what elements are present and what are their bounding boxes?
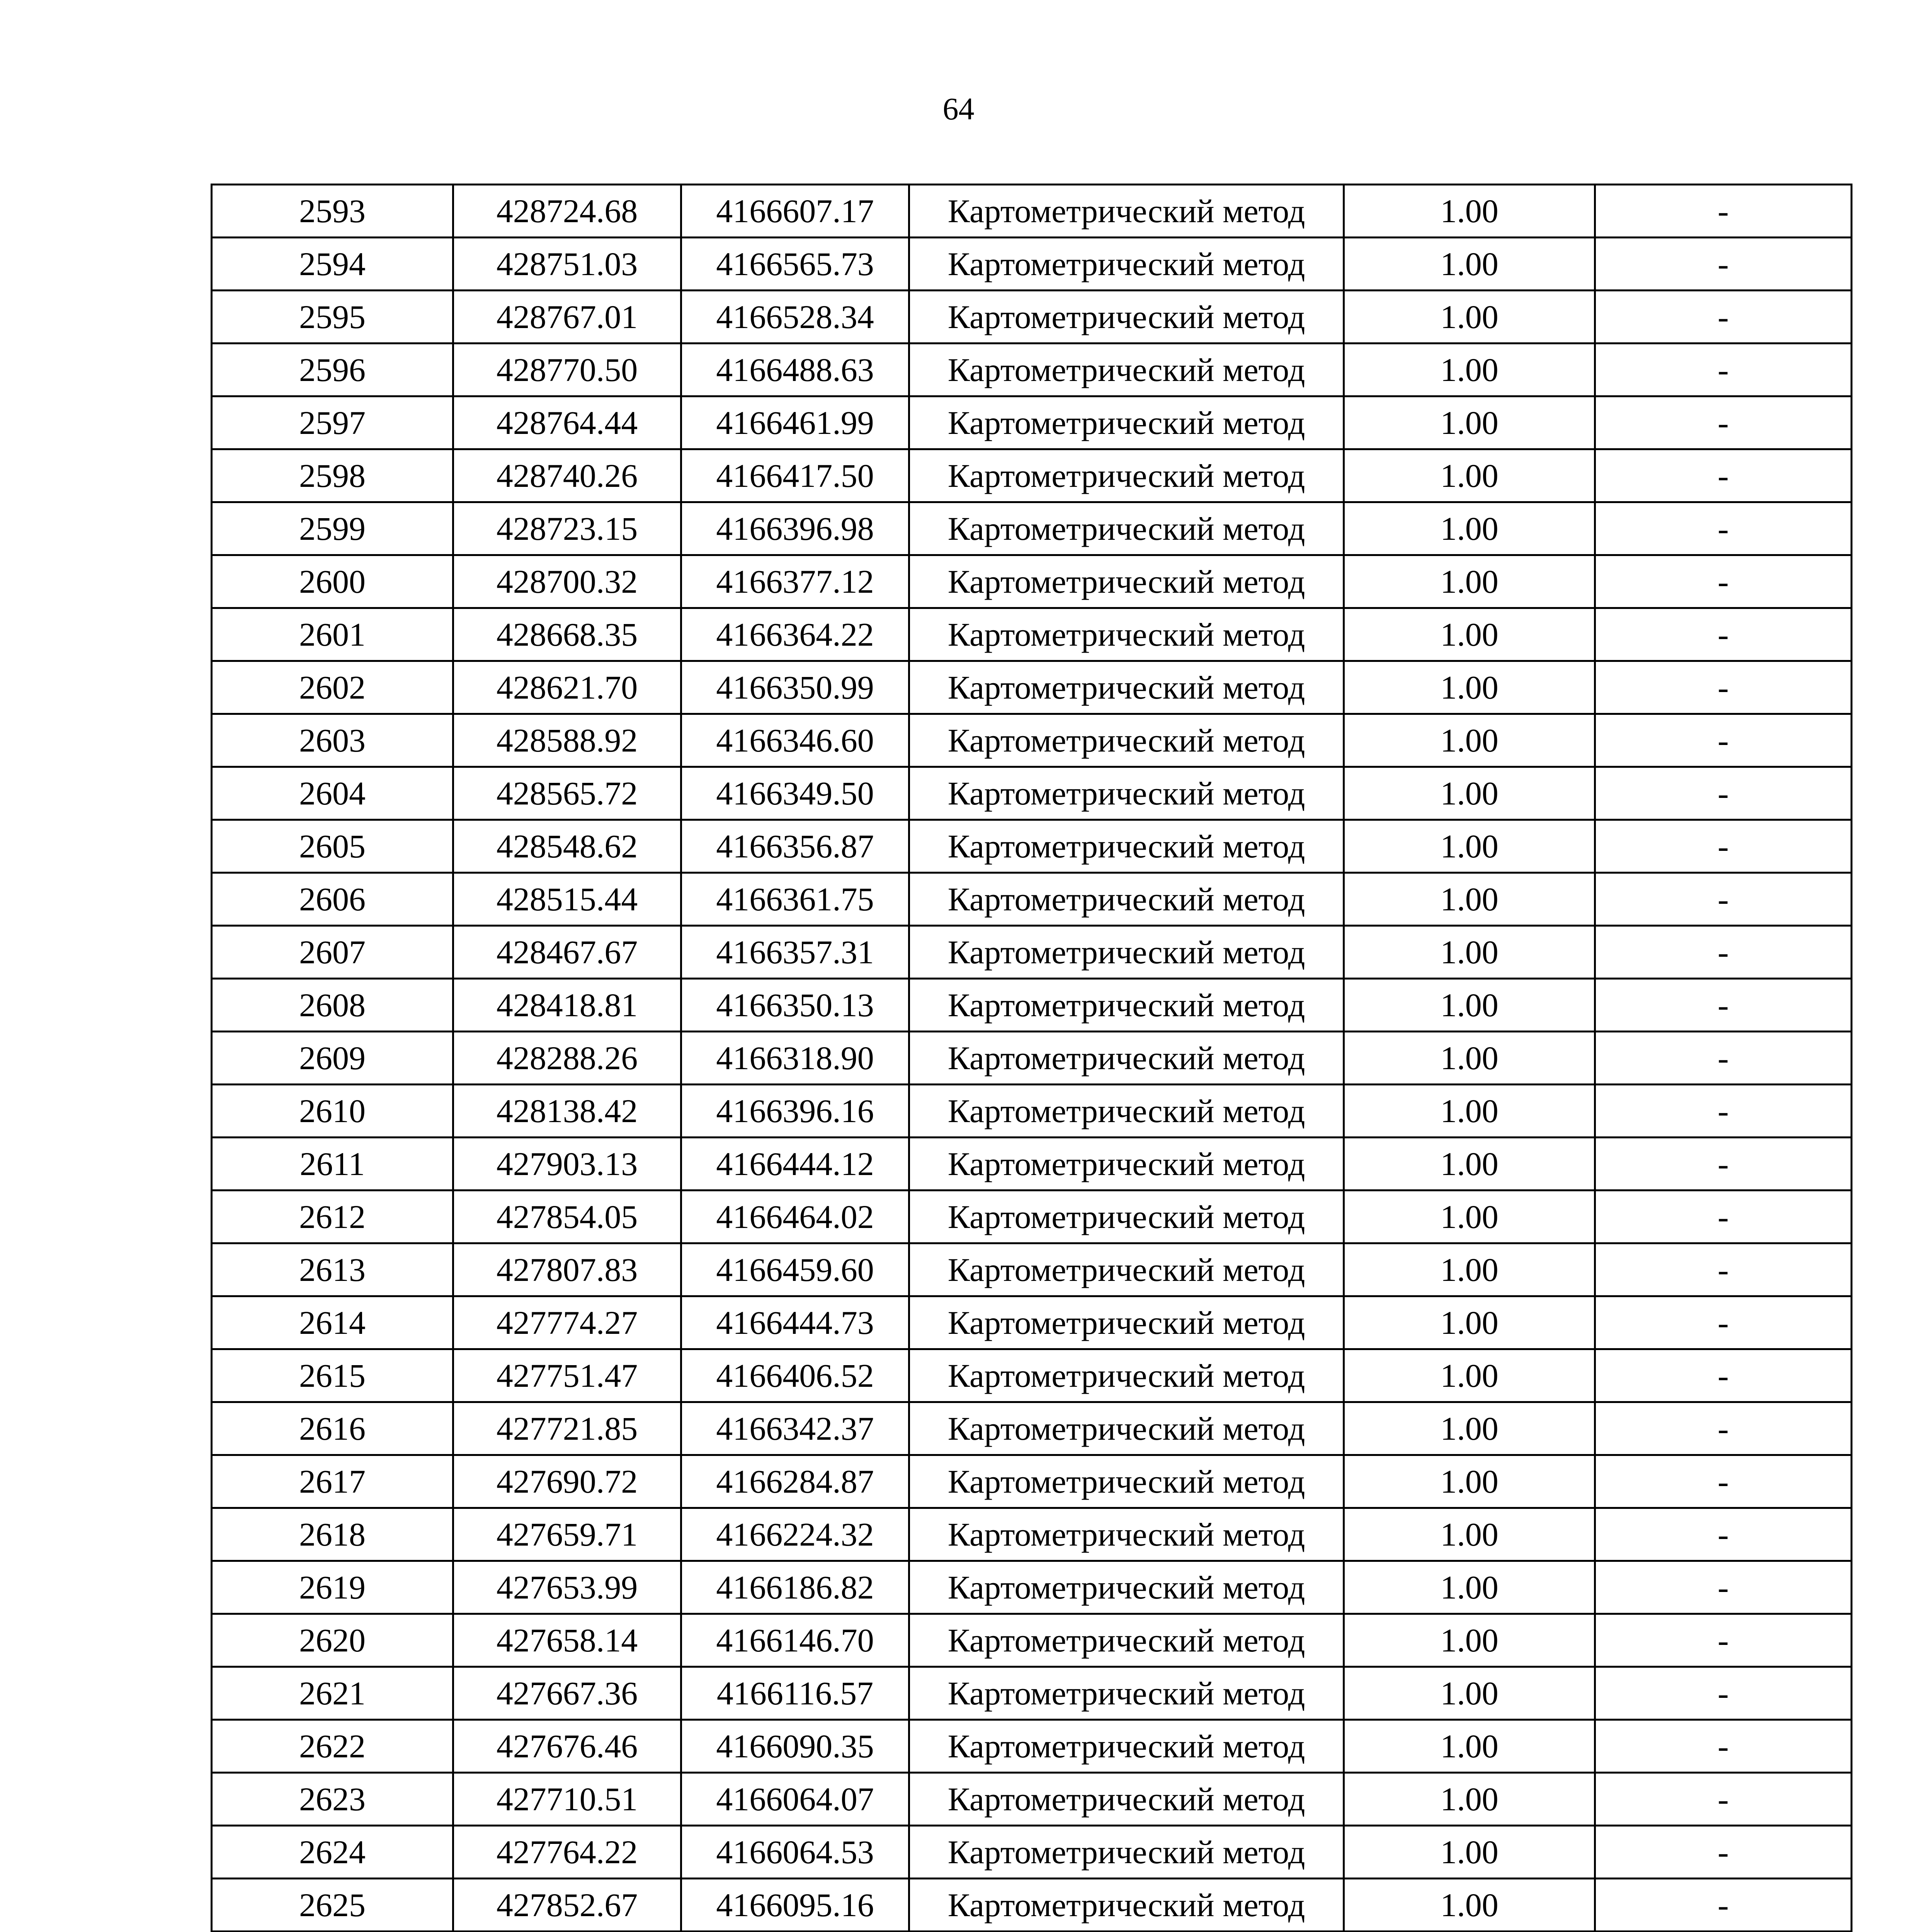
description-cell: - [1595, 1667, 1852, 1720]
description-cell: - [1595, 1879, 1852, 1932]
accuracy-cell: 1.00 [1344, 1879, 1595, 1932]
y-coordinate-cell: 4166342.37 [681, 1402, 909, 1455]
description-cell: - [1595, 714, 1852, 767]
table-row [212, 1032, 1852, 1085]
description-cell: - [1595, 767, 1852, 820]
x-coordinate-cell: 427854.05 [453, 1190, 681, 1243]
method-cell: Картометрический метод [909, 238, 1344, 291]
y-coordinate-cell: 4166350.99 [681, 661, 909, 714]
table-row [212, 1190, 1852, 1243]
x-coordinate-cell: 428548.62 [453, 820, 681, 873]
point-number-cell: 2596 [212, 344, 453, 396]
description-cell: - [1595, 873, 1852, 926]
y-coordinate-cell: 4166064.07 [681, 1773, 909, 1826]
description-cell: - [1595, 449, 1852, 502]
x-coordinate-cell: 427774.27 [453, 1296, 681, 1349]
description-cell: - [1595, 1296, 1852, 1349]
page-number: 64 [942, 91, 975, 126]
description-cell: - [1595, 1032, 1852, 1085]
x-coordinate-cell: 428467.67 [453, 926, 681, 979]
description-cell: - [1595, 820, 1852, 873]
point-number-cell: 2613 [212, 1243, 453, 1296]
accuracy-cell: 1.00 [1344, 1720, 1595, 1773]
y-coordinate-cell: 4166186.82 [681, 1561, 909, 1614]
y-coordinate-cell: 4166565.73 [681, 238, 909, 291]
x-coordinate-cell: 428767.01 [453, 291, 681, 344]
x-coordinate-cell: 428588.92 [453, 714, 681, 767]
point-number-cell: 2612 [212, 1190, 453, 1243]
point-number-cell: 2602 [212, 661, 453, 714]
accuracy-cell: 1.00 [1344, 1667, 1595, 1720]
point-number-cell: 2606 [212, 873, 453, 926]
method-cell: Картометрический метод [909, 555, 1344, 608]
y-coordinate-cell: 4166488.63 [681, 344, 909, 396]
method-cell: Картометрический метод [909, 661, 1344, 714]
accuracy-cell: 1.00 [1344, 291, 1595, 344]
table-row [212, 238, 1852, 291]
table-row [212, 344, 1852, 396]
table-row [212, 555, 1852, 608]
x-coordinate-cell: 427852.67 [453, 1879, 681, 1932]
description-cell: - [1595, 1561, 1852, 1614]
method-cell: Картометрический метод [909, 185, 1344, 238]
table-row [212, 926, 1852, 979]
x-coordinate-cell: 428668.35 [453, 608, 681, 661]
method-cell: Картометрический метод [909, 1773, 1344, 1826]
table-row [212, 1720, 1852, 1773]
point-number-cell: 2594 [212, 238, 453, 291]
description-cell: - [1595, 1138, 1852, 1190]
point-number-cell: 2618 [212, 1508, 453, 1561]
x-coordinate-cell: 427653.99 [453, 1561, 681, 1614]
method-cell: Картометрический метод [909, 1402, 1344, 1455]
method-cell: Картометрический метод [909, 1720, 1344, 1773]
point-number-cell: 2604 [212, 767, 453, 820]
y-coordinate-cell: 4166459.60 [681, 1243, 909, 1296]
point-number-cell: 2624 [212, 1826, 453, 1879]
accuracy-cell: 1.00 [1344, 714, 1595, 767]
description-cell: - [1595, 1243, 1852, 1296]
table-row [212, 1402, 1852, 1455]
description-cell: - [1595, 1614, 1852, 1667]
x-coordinate-cell: 428770.50 [453, 344, 681, 396]
y-coordinate-cell: 4166461.99 [681, 396, 909, 449]
accuracy-cell: 1.00 [1344, 344, 1595, 396]
point-number-cell: 2593 [212, 185, 453, 238]
x-coordinate-cell: 427659.71 [453, 1508, 681, 1561]
table-row [212, 396, 1852, 449]
method-cell: Картометрический метод [909, 1243, 1344, 1296]
point-number-cell: 2600 [212, 555, 453, 608]
point-number-cell: 2623 [212, 1773, 453, 1826]
x-coordinate-cell: 428515.44 [453, 873, 681, 926]
method-cell: Картометрический метод [909, 1032, 1344, 1085]
point-number-cell: 2622 [212, 1720, 453, 1773]
description-cell: - [1595, 1455, 1852, 1508]
description-cell: - [1595, 1720, 1852, 1773]
accuracy-cell: 1.00 [1344, 1138, 1595, 1190]
table-row [212, 1243, 1852, 1296]
accuracy-cell: 1.00 [1344, 1561, 1595, 1614]
table-row [212, 1296, 1852, 1349]
accuracy-cell: 1.00 [1344, 873, 1595, 926]
accuracy-cell: 1.00 [1344, 1190, 1595, 1243]
method-cell: Картометрический метод [909, 1296, 1344, 1349]
point-number-cell: 2598 [212, 449, 453, 502]
y-coordinate-cell: 4166377.12 [681, 555, 909, 608]
y-coordinate-cell: 4166350.13 [681, 979, 909, 1032]
table-row [212, 1085, 1852, 1138]
method-cell: Картометрический метод [909, 344, 1344, 396]
description-cell: - [1595, 1085, 1852, 1138]
y-coordinate-cell: 4166528.34 [681, 291, 909, 344]
point-number-cell: 2609 [212, 1032, 453, 1085]
y-coordinate-cell: 4166364.22 [681, 608, 909, 661]
table-row [212, 1879, 1852, 1932]
accuracy-cell: 1.00 [1344, 1349, 1595, 1402]
point-number-cell: 2617 [212, 1455, 453, 1508]
point-number-cell: 2595 [212, 291, 453, 344]
method-cell: Картометрический метод [909, 291, 1344, 344]
method-cell: Картометрический метод [909, 873, 1344, 926]
y-coordinate-cell: 4166090.35 [681, 1720, 909, 1773]
table-row [212, 502, 1852, 555]
x-coordinate-cell: 427690.72 [453, 1455, 681, 1508]
x-coordinate-cell: 428700.32 [453, 555, 681, 608]
method-cell: Картометрический метод [909, 1614, 1344, 1667]
description-cell: - [1595, 1402, 1852, 1455]
accuracy-cell: 1.00 [1344, 1508, 1595, 1561]
y-coordinate-cell: 4166607.17 [681, 185, 909, 238]
description-cell: - [1595, 396, 1852, 449]
point-number-cell: 2615 [212, 1349, 453, 1402]
y-coordinate-cell: 4166444.12 [681, 1138, 909, 1190]
y-coordinate-cell: 4166396.98 [681, 502, 909, 555]
description-cell: - [1595, 555, 1852, 608]
x-coordinate-cell: 427751.47 [453, 1349, 681, 1402]
method-cell: Картометрический метод [909, 1085, 1344, 1138]
method-cell: Картометрический метод [909, 608, 1344, 661]
description-cell: - [1595, 1773, 1852, 1826]
coordinates-table [211, 184, 1852, 1932]
accuracy-cell: 1.00 [1344, 1455, 1595, 1508]
table-row [212, 1138, 1852, 1190]
accuracy-cell: 1.00 [1344, 1296, 1595, 1349]
table-row [212, 979, 1852, 1032]
description-cell: - [1595, 238, 1852, 291]
point-number-cell: 2611 [212, 1138, 453, 1190]
accuracy-cell: 1.00 [1344, 1826, 1595, 1879]
x-coordinate-cell: 427903.13 [453, 1138, 681, 1190]
point-number-cell: 2597 [212, 396, 453, 449]
table-row [212, 608, 1852, 661]
description-cell: - [1595, 926, 1852, 979]
point-number-cell: 2614 [212, 1296, 453, 1349]
accuracy-cell: 1.00 [1344, 820, 1595, 873]
x-coordinate-cell: 428740.26 [453, 449, 681, 502]
x-coordinate-cell: 427807.83 [453, 1243, 681, 1296]
method-cell: Картометрический метод [909, 1138, 1344, 1190]
table-row [212, 873, 1852, 926]
description-cell: - [1595, 1508, 1852, 1561]
description-cell: - [1595, 502, 1852, 555]
y-coordinate-cell: 4166417.50 [681, 449, 909, 502]
accuracy-cell: 1.00 [1344, 608, 1595, 661]
method-cell: Картометрический метод [909, 1879, 1344, 1932]
y-coordinate-cell: 4166349.50 [681, 767, 909, 820]
table-row [212, 767, 1852, 820]
table-row [212, 1614, 1852, 1667]
y-coordinate-cell: 4166444.73 [681, 1296, 909, 1349]
point-number-cell: 2601 [212, 608, 453, 661]
y-coordinate-cell: 4166146.70 [681, 1614, 909, 1667]
method-cell: Картометрический метод [909, 767, 1344, 820]
method-cell: Картометрический метод [909, 926, 1344, 979]
y-coordinate-cell: 4166464.02 [681, 1190, 909, 1243]
accuracy-cell: 1.00 [1344, 1614, 1595, 1667]
method-cell: Картометрический метод [909, 1826, 1344, 1879]
table-row [212, 714, 1852, 767]
accuracy-cell: 1.00 [1344, 767, 1595, 820]
point-number-cell: 2610 [212, 1085, 453, 1138]
x-coordinate-cell: 428138.42 [453, 1085, 681, 1138]
coordinates-table-body [212, 185, 1852, 1932]
accuracy-cell: 1.00 [1344, 661, 1595, 714]
description-cell: - [1595, 608, 1852, 661]
table-row [212, 661, 1852, 714]
table-row [212, 1561, 1852, 1614]
method-cell: Картометрический метод [909, 1508, 1344, 1561]
accuracy-cell: 1.00 [1344, 449, 1595, 502]
y-coordinate-cell: 4166361.75 [681, 873, 909, 926]
table-row [212, 449, 1852, 502]
point-number-cell: 2621 [212, 1667, 453, 1720]
x-coordinate-cell: 428565.72 [453, 767, 681, 820]
table-row [212, 1508, 1852, 1561]
x-coordinate-cell: 428418.81 [453, 979, 681, 1032]
table-row [212, 1826, 1852, 1879]
x-coordinate-cell: 427676.46 [453, 1720, 681, 1773]
y-coordinate-cell: 4166224.32 [681, 1508, 909, 1561]
accuracy-cell: 1.00 [1344, 238, 1595, 291]
point-number-cell: 2605 [212, 820, 453, 873]
accuracy-cell: 1.00 [1344, 1773, 1595, 1826]
method-cell: Картометрический метод [909, 502, 1344, 555]
y-coordinate-cell: 4166396.16 [681, 1085, 909, 1138]
point-number-cell: 2607 [212, 926, 453, 979]
description-cell: - [1595, 661, 1852, 714]
table-row [212, 1773, 1852, 1826]
description-cell: - [1595, 1349, 1852, 1402]
method-cell: Картометрический метод [909, 1349, 1344, 1402]
description-cell: - [1595, 344, 1852, 396]
y-coordinate-cell: 4166356.87 [681, 820, 909, 873]
table-row [212, 185, 1852, 238]
x-coordinate-cell: 427658.14 [453, 1614, 681, 1667]
y-coordinate-cell: 4166346.60 [681, 714, 909, 767]
y-coordinate-cell: 4166318.90 [681, 1032, 909, 1085]
x-coordinate-cell: 428288.26 [453, 1032, 681, 1085]
point-number-cell: 2603 [212, 714, 453, 767]
description-cell: - [1595, 1826, 1852, 1879]
description-cell: - [1595, 185, 1852, 238]
x-coordinate-cell: 427721.85 [453, 1402, 681, 1455]
accuracy-cell: 1.00 [1344, 396, 1595, 449]
method-cell: Картометрический метод [909, 1561, 1344, 1614]
point-number-cell: 2616 [212, 1402, 453, 1455]
table-row [212, 820, 1852, 873]
point-number-cell: 2620 [212, 1614, 453, 1667]
point-number-cell: 2619 [212, 1561, 453, 1614]
method-cell: Картометрический метод [909, 820, 1344, 873]
description-cell: - [1595, 291, 1852, 344]
point-number-cell: 2625 [212, 1879, 453, 1932]
y-coordinate-cell: 4166116.57 [681, 1667, 909, 1720]
accuracy-cell: 1.00 [1344, 1402, 1595, 1455]
method-cell: Картометрический метод [909, 979, 1344, 1032]
accuracy-cell: 1.00 [1344, 185, 1595, 238]
x-coordinate-cell: 427764.22 [453, 1826, 681, 1879]
y-coordinate-cell: 4166357.31 [681, 926, 909, 979]
accuracy-cell: 1.00 [1344, 1032, 1595, 1085]
table-row [212, 1349, 1852, 1402]
description-cell: - [1595, 979, 1852, 1032]
y-coordinate-cell: 4166406.52 [681, 1349, 909, 1402]
description-cell: - [1595, 1190, 1852, 1243]
accuracy-cell: 1.00 [1344, 1243, 1595, 1296]
x-coordinate-cell: 428723.15 [453, 502, 681, 555]
x-coordinate-cell: 428751.03 [453, 238, 681, 291]
x-coordinate-cell: 427667.36 [453, 1667, 681, 1720]
x-coordinate-cell: 428764.44 [453, 396, 681, 449]
accuracy-cell: 1.00 [1344, 979, 1595, 1032]
method-cell: Картометрический метод [909, 1667, 1344, 1720]
x-coordinate-cell: 428621.70 [453, 661, 681, 714]
method-cell: Картометрический метод [909, 1455, 1344, 1508]
accuracy-cell: 1.00 [1344, 926, 1595, 979]
method-cell: Картометрический метод [909, 449, 1344, 502]
table-row [212, 1667, 1852, 1720]
accuracy-cell: 1.00 [1344, 502, 1595, 555]
method-cell: Картометрический метод [909, 1190, 1344, 1243]
method-cell: Картометрический метод [909, 396, 1344, 449]
point-number-cell: 2599 [212, 502, 453, 555]
y-coordinate-cell: 4166095.16 [681, 1879, 909, 1932]
x-coordinate-cell: 427710.51 [453, 1773, 681, 1826]
y-coordinate-cell: 4166064.53 [681, 1826, 909, 1879]
accuracy-cell: 1.00 [1344, 555, 1595, 608]
accuracy-cell: 1.00 [1344, 1085, 1595, 1138]
table-row [212, 1455, 1852, 1508]
x-coordinate-cell: 428724.68 [453, 185, 681, 238]
table-row [212, 291, 1852, 344]
method-cell: Картометрический метод [909, 714, 1344, 767]
y-coordinate-cell: 4166284.87 [681, 1455, 909, 1508]
point-number-cell: 2608 [212, 979, 453, 1032]
